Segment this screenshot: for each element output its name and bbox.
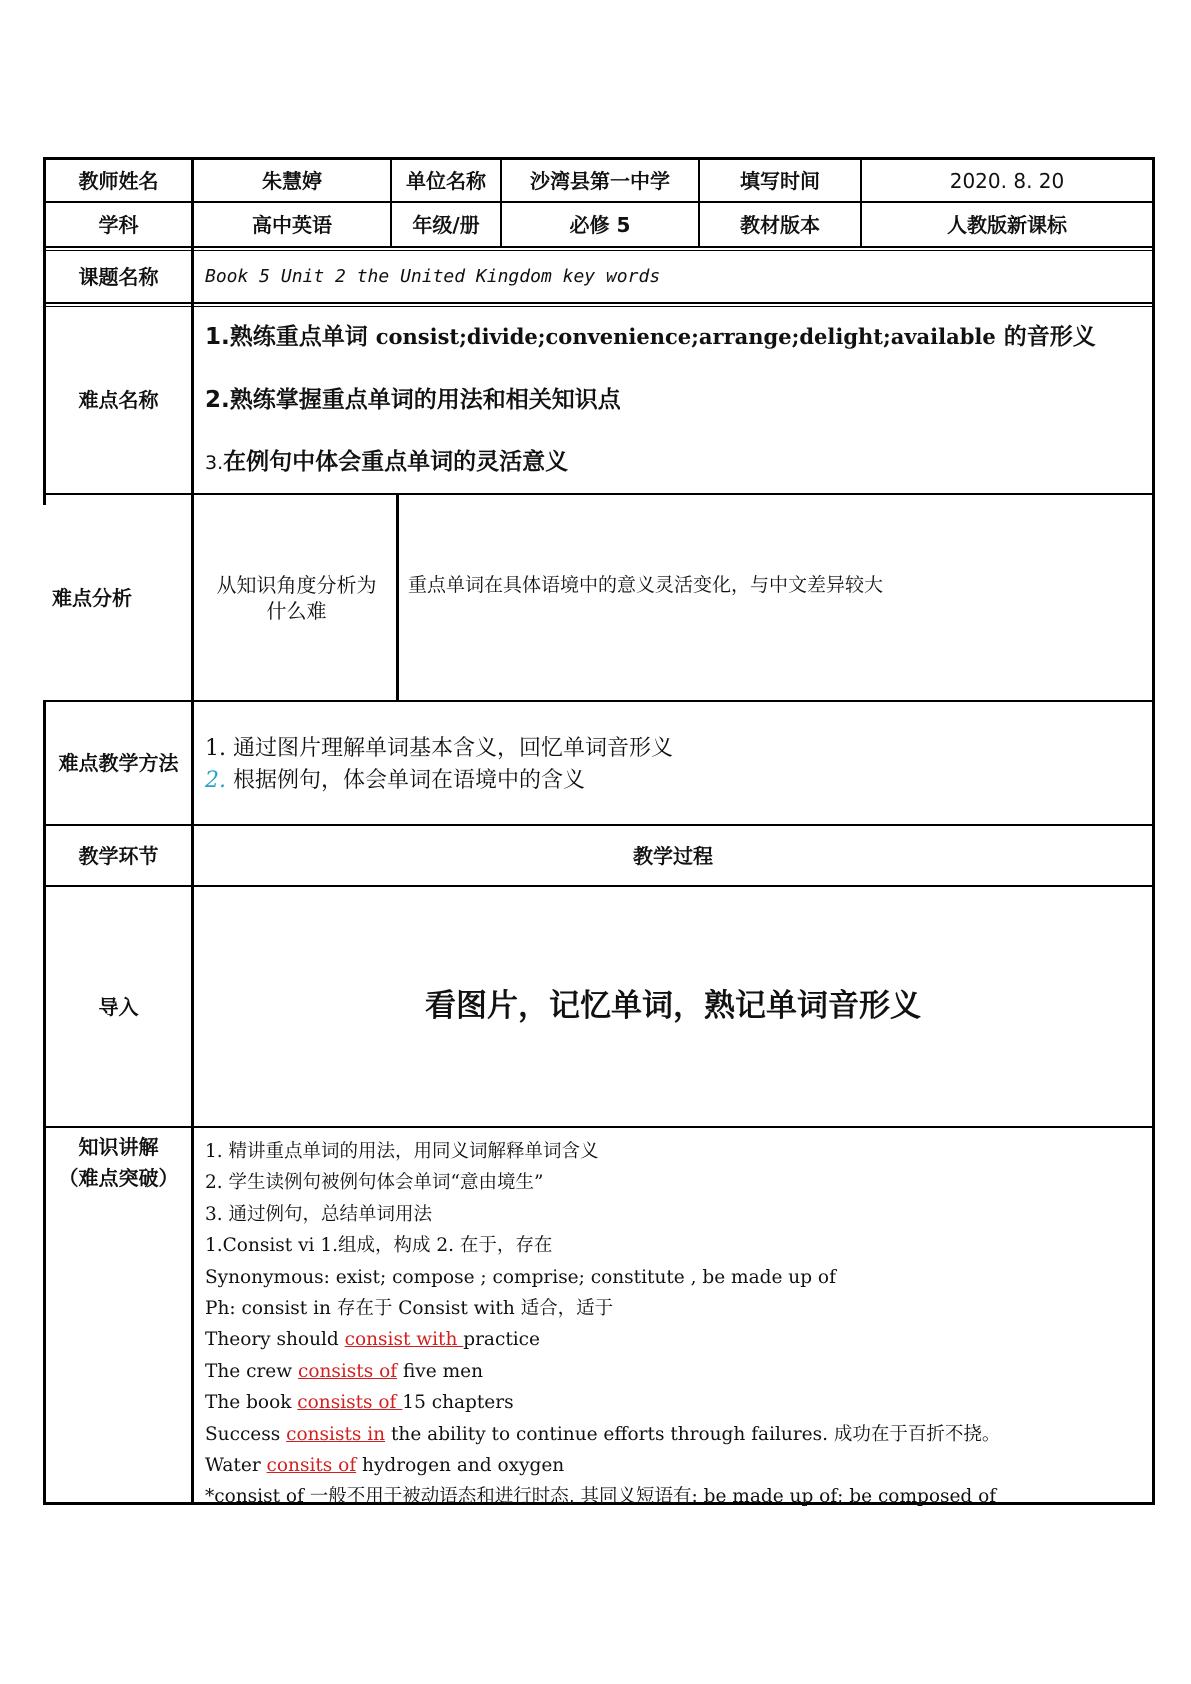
difficulty-label: 难点名称 bbox=[78, 388, 159, 412]
table-rule bbox=[43, 246, 1155, 248]
knowledge-label: 知识讲解 （难点突破） bbox=[58, 1135, 179, 1190]
knowledge-line: 3. 通过例句，总结单词用法 bbox=[205, 1203, 433, 1225]
method-text bbox=[205, 733, 1145, 797]
topic-label: 课题名称 bbox=[78, 264, 159, 289]
example-sentence: Theory should consist with practice bbox=[205, 1329, 540, 1351]
subject-value: 高中英语 bbox=[252, 212, 332, 237]
highlighted-phrase: consists of bbox=[297, 1392, 403, 1414]
difficulty-item-3: 3.在例句中体会重点单词的灵活意义 bbox=[205, 449, 569, 475]
intro-label: 导入 bbox=[98, 994, 139, 1019]
highlighted-phrase: consists of bbox=[297, 1360, 398, 1382]
method-label: 难点教学方法 bbox=[58, 751, 179, 775]
highlighted-phrase: consits of bbox=[266, 1454, 357, 1476]
difficulty-item-1: 1.熟练重点单词 consist;divide;convenience;arrange;delight;available 的音形义 bbox=[205, 324, 1096, 350]
unit-name-label: 单位名称 bbox=[406, 168, 486, 193]
difficulty-item-2: 2.熟练掌握重点单词的用法和相关知识点 bbox=[205, 387, 621, 413]
example-sentence: The book consists of 15 chapters bbox=[205, 1392, 514, 1414]
analysis-label: 难点分析 bbox=[52, 585, 132, 610]
knowledge-line: Ph: consist in 存在于 Consist with 适合，适于 bbox=[205, 1297, 614, 1319]
table-rule bbox=[43, 700, 1155, 702]
fill-date-label: 填写时间 bbox=[740, 168, 820, 193]
process-header: 教学过程 bbox=[633, 843, 713, 868]
analysis-sub-label: 从知识角度分析为什么难 bbox=[216, 572, 377, 623]
grade-label: 年级/册 bbox=[412, 212, 480, 237]
edition-label: 教材版本 bbox=[740, 212, 820, 237]
example-sentence: Water consits of hydrogen and oxygen bbox=[205, 1454, 565, 1476]
process-label: 教学环节 bbox=[78, 843, 159, 868]
knowledge-line: 2. 学生读例句被例句体会单词“意由境生” bbox=[205, 1172, 544, 1194]
method-line-2: 2. 根据例句，体会单词在语境中的含义 bbox=[205, 768, 585, 793]
knowledge-line: Synonymous: exist; compose ; comprise; constitute , be made up of bbox=[205, 1266, 836, 1288]
knowledge-line: 1. 精讲重点单词的用法，用同义词解释单词含义 bbox=[205, 1141, 599, 1162]
example-sentence: Success consists in the ability to continue efforts through failures. 成功在于百折不挠。 bbox=[205, 1423, 1001, 1445]
highlighted-phrase: consists in bbox=[286, 1423, 386, 1445]
knowledge-content bbox=[205, 1136, 1140, 1513]
teacher-name-value: 朱慧婷 bbox=[262, 168, 322, 193]
highlighted-phrase: consist with bbox=[344, 1329, 464, 1351]
topic-value: Book 5 Unit 2 the United Kingdom key words bbox=[205, 265, 661, 287]
subject-label: 学科 bbox=[98, 212, 139, 237]
grade-value: 必修 5 bbox=[569, 212, 631, 237]
table-border-right bbox=[1152, 157, 1155, 1505]
fill-date-value: 2020. 8. 20 bbox=[949, 168, 1065, 193]
table-rule bbox=[43, 306, 1155, 307]
table-rule bbox=[43, 1126, 1155, 1128]
knowledge-note: *consist of 一般不用于被动语态和进行时态, 其同义短语有: be made up of; be composed of bbox=[205, 1486, 997, 1508]
method-line-1: 1. 通过图片理解单词基本含义，回忆单词音形义 bbox=[205, 736, 673, 761]
table-col-rule bbox=[396, 493, 399, 702]
unit-name-value: 沙湾县第一中学 bbox=[530, 168, 670, 193]
example-sentence: The crew consists of five men bbox=[205, 1360, 483, 1382]
edition-value: 人教版新课标 bbox=[947, 212, 1067, 237]
table-rule bbox=[43, 302, 1155, 304]
teacher-name-label: 教师姓名 bbox=[78, 168, 159, 193]
analysis-text: 重点单词在具体语境中的意义灵活变化，与中文差异较大 bbox=[408, 573, 884, 596]
intro-text: 看图片，记忆单词，熟记单词音形义 bbox=[425, 988, 921, 1025]
knowledge-line: 1.Consist vi 1.组成，构成 2. 在于，存在 bbox=[205, 1235, 553, 1257]
